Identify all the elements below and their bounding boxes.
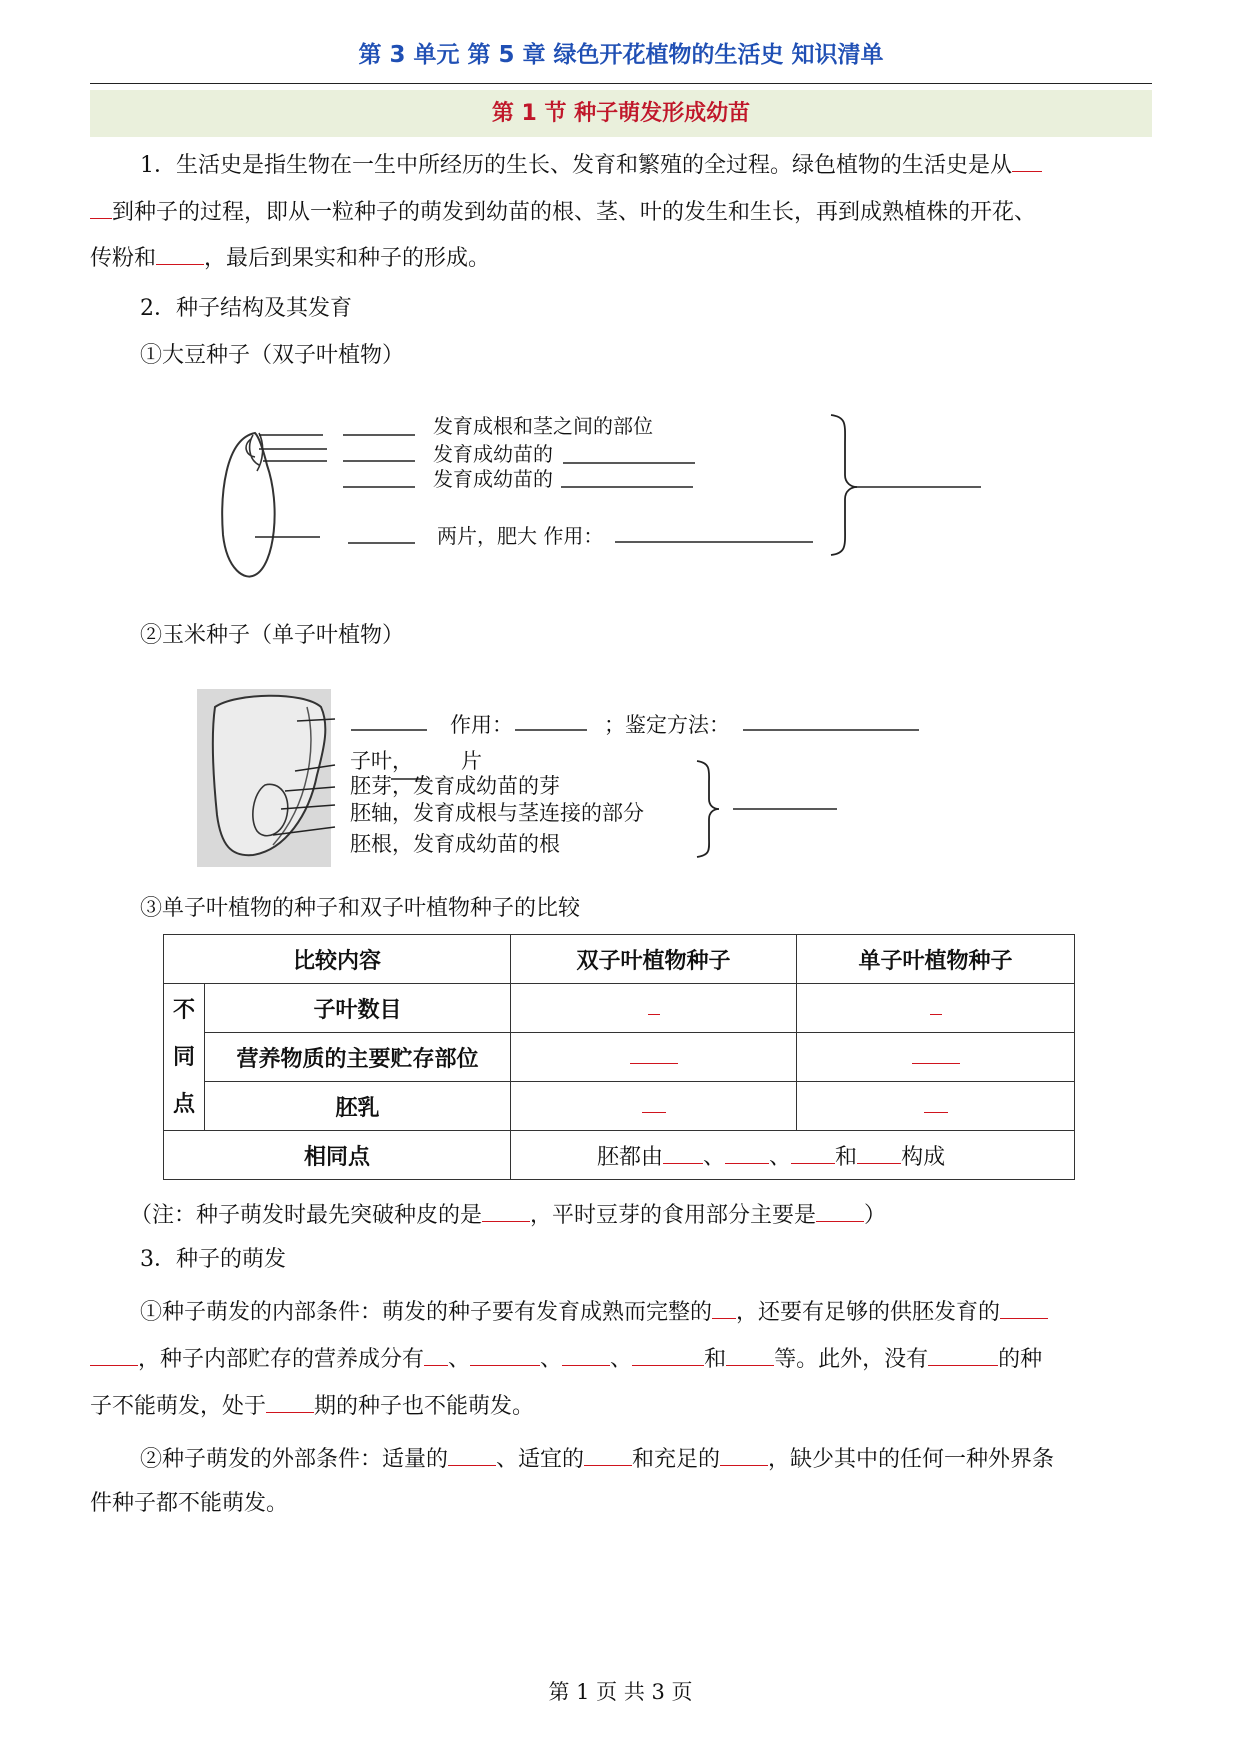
para1-line1: 1．生活史是指生物在一生中所经历的生长、发育和繁殖的全过程。绿色植物的生活史是从 [140, 152, 1042, 177]
page-header-title: 第 3 单元 第 5 章 绿色开花植物的生活史 知识清单 [358, 42, 884, 68]
cell-blank[interactable] [797, 1033, 1075, 1082]
blank[interactable] [725, 1144, 769, 1164]
blank[interactable] [90, 1346, 138, 1366]
compare-title: ③单子叶植物的种子和双子叶植物种子的比较 [140, 896, 581, 921]
header-compare-item: 比较内容 [164, 935, 511, 984]
row-nutrient-storage: 营养物质的主要贮存部位 [205, 1033, 511, 1082]
para3-inner-line1: ①种子萌发的内部条件：萌发的种子要有发育成熟而完整的 ，还要有足够的供胚发育的 [140, 1299, 1048, 1324]
blank[interactable] [928, 1346, 998, 1366]
header-dicot: 双子叶植物种子 [511, 935, 797, 984]
para3-outer-line1: ②种子萌发的外部条件：适量的 、适宜的 和充足的 ，缺少其中的任何一种外界条 [140, 1447, 1055, 1472]
para3-outer-line2: 件种子都不能萌发。 [90, 1491, 289, 1516]
soybean-title: ①大豆种子（双子叶植物） [140, 343, 405, 368]
blank[interactable] [562, 1346, 610, 1366]
soy-label-hypocotyl: 发育成根和茎之间的部位 [433, 414, 653, 438]
corn-right-brace [697, 761, 719, 857]
header-monocot: 单子叶植物种子 [797, 935, 1075, 984]
soy-label-cotyledon: 两片，肥大 作用： [437, 524, 604, 548]
para1-line3: 传粉和 ，最后到果实和种子的形成。 [90, 246, 491, 271]
blank[interactable] [816, 1202, 864, 1222]
cell-blank[interactable] [511, 984, 797, 1033]
soy-label-radicle: 发育成幼苗的 [433, 467, 553, 491]
row-cotyledon-count: 子叶数目 [205, 984, 511, 1033]
blank[interactable] [1012, 152, 1042, 172]
soy-label-plumule: 发育成幼苗的 [433, 442, 553, 466]
blank[interactable] [857, 1144, 901, 1164]
cell-blank[interactable] [511, 1082, 797, 1131]
table-row [164, 1082, 1075, 1131]
blank[interactable] [584, 1446, 632, 1466]
para3-inner-line2: ，种子内部贮存的营养成分有 、 、 、 和 等。此外，没有 的种 [90, 1346, 1042, 1371]
cell-blank[interactable] [797, 1082, 1075, 1131]
table-header-row [164, 935, 1075, 984]
differences-label: 不 同 点 [164, 984, 205, 1131]
table-row [164, 984, 1075, 1033]
blank[interactable] [266, 1393, 314, 1413]
table-row [164, 1033, 1075, 1082]
blank[interactable] [470, 1346, 540, 1366]
blank[interactable] [720, 1446, 768, 1466]
corn-label-radicle: 胚根，发育成幼苗的根 [350, 832, 560, 856]
para3-title: 3．种子的萌发 [140, 1247, 286, 1272]
blank[interactable] [791, 1144, 835, 1164]
corn-title: ②玉米种子（单子叶植物） [140, 623, 405, 648]
corn-seed-diagram [195, 685, 935, 875]
blank[interactable] [90, 199, 112, 219]
embryo-sketch [246, 433, 263, 471]
row-similarity: 相同点 [164, 1131, 511, 1180]
corn-label-cotyledon: 子叶， 片 [350, 749, 482, 773]
blank[interactable] [712, 1299, 736, 1319]
note-line: （注：种子萌发时最先突破种皮的是 ，平时豆芽的食用部分主要是 ） [130, 1203, 887, 1228]
row-endosperm: 胚乳 [205, 1082, 511, 1131]
para2-title: 2．种子结构及其发育 [140, 296, 352, 321]
para3-inner-line3: 子不能萌发，处于 期的种子也不能萌发。 [90, 1394, 535, 1419]
corn-label-hypocotyl: 胚轴，发育成根与茎连接的部分 [350, 801, 644, 825]
blank[interactable] [1000, 1299, 1048, 1319]
section-title: 第 1 节 种子萌发形成幼苗 [90, 90, 1152, 137]
corn-label-plumule: 胚芽，发育成幼苗的芽 [350, 774, 560, 798]
table-row [164, 1131, 1075, 1180]
blank[interactable] [424, 1346, 448, 1366]
cell-blank[interactable] [797, 984, 1075, 1033]
similarity-cell: 胚都由 、 、 和 构成 [511, 1131, 1075, 1180]
blank[interactable] [482, 1202, 530, 1222]
page-number: 第 1 页 共 3 页 [548, 1680, 693, 1704]
blank[interactable] [663, 1144, 703, 1164]
blank[interactable] [632, 1346, 704, 1366]
blank[interactable] [156, 245, 204, 265]
para1-line2: 到种子的过程，即从一粒种子的萌发到幼苗的根、茎、叶的发生和生长，再到成熟植株的开花、 [90, 199, 1036, 224]
corn-label-endosperm-use: 作用： [450, 713, 513, 737]
right-brace [831, 415, 857, 555]
cell-blank[interactable] [511, 1033, 797, 1082]
corn-label-test-method: ；鉴定方法： [604, 713, 730, 737]
header-divider [90, 83, 1152, 84]
blank[interactable] [726, 1346, 774, 1366]
comparison-table [163, 934, 1075, 1180]
blank[interactable] [448, 1446, 496, 1466]
